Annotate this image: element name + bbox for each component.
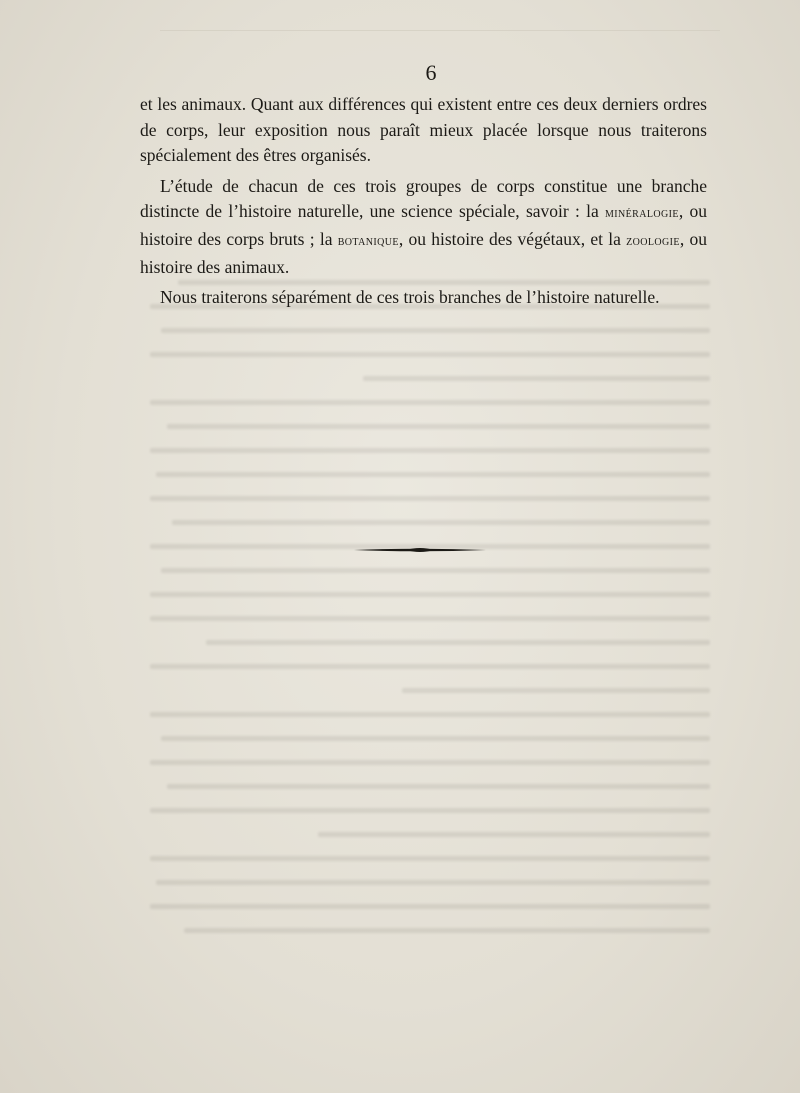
section-divider-ornament	[352, 544, 488, 556]
show-through-text	[150, 280, 710, 980]
term-zoologie: zoologie	[626, 233, 680, 249]
page-number: 6	[425, 60, 437, 85]
paragraph-2-text-c: , ou histoire des végétaux, et la	[398, 228, 627, 249]
top-rule-line	[160, 30, 720, 31]
term-botanique: botanique	[337, 233, 399, 249]
paragraph-2-text-b: , ou histoire des corps bruts ; la	[140, 201, 707, 249]
term-mineralogie: minéralogie	[605, 206, 679, 222]
paragraph-2-text-d: , ou histoire des animaux.	[140, 228, 708, 277]
paragraph-1: et les animaux. Quant aux différences qui existent entre ces deux derniers ordres de corps, leur exposition nous paraît mieux placée lorsque nous traiterons spécialement des êtres organisés.	[140, 94, 707, 166]
paragraph-2-text-a: L’étude de chacun de ces trois groupes de corps constitue une branche distincte de l’histoire naturelle, une science spéciale, savoir : la	[140, 175, 707, 222]
paragraph-2	[140, 174, 707, 280]
paragraph-3: Nous traiterons séparément de ces trois branches de l’histoire naturelle.	[160, 287, 660, 308]
body-text	[140, 92, 707, 316]
